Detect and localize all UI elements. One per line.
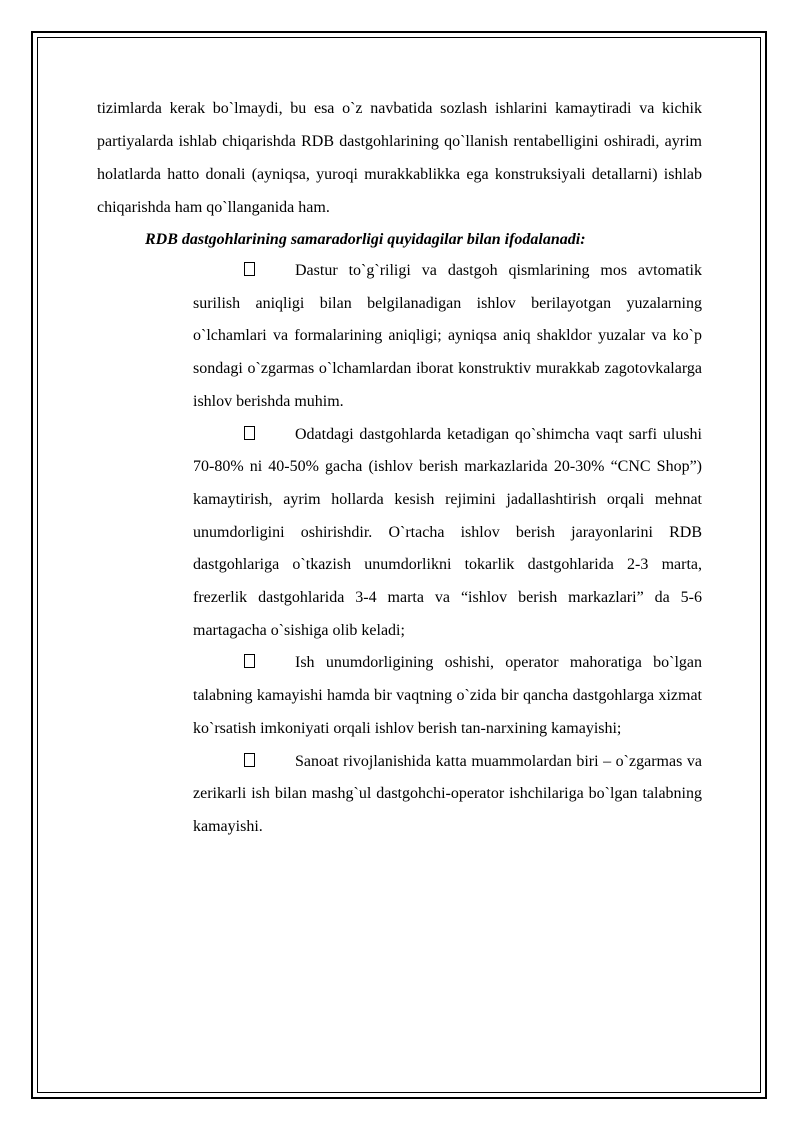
bullet-text: Odatdagi dastgohlarda ketadigan qo`shimcha vaqt sarfi ulushi 70-80% ni 40-50% gacha (ishlov berish markazlarida 20-30% “CNC Shop”) kamaytirish, ayrim hollarda kesish rejimini jadallashtirish orqali mehnat unumdorligini oshirishdir. O`rtacha ishlov berish jarayonlarini RDB dastgohlariga o`tkazish unumdorlikni tokarlik dastgohlarida 2-3 marta, frezerlik dastgohlarida 3-4 marta va “ishlov berish markazlari” da 5-6 martagacha o`sishiga olib keladi; [193, 425, 702, 639]
bullet-item-productivity [193, 419, 702, 648]
intro-paragraph: tizimlarda kerak bo`lmaydi, bu esa o`z navbatida sozlash ishlarini kamaytiradi va kichik partiyalarda ishlab chiqarishda RDB dastgohlarining qo`llanish rentabelligini oshiradi, ayrim holatlarda hatto donali (ayniqsa, yuroqi murakkablikka ega konstruksiyali detallarni) ishlab chiqarishda ham qo`llanganida ham. [97, 100, 702, 216]
bullet-item-workers [193, 746, 702, 844]
bullet-text: Ish unumdorligining oshishi, operator mahoratiga bo`lgan talabning kamayishi hamda bir vaqtning o`zida bir qancha dastgohlarga xizmat ko`rsatish imkoniyati orqali ishlov berish tan-narxining kamayishi; [193, 654, 702, 737]
bullet-item-accuracy [193, 255, 702, 419]
bullet-box-icon [244, 426, 255, 440]
section-heading: RDB dastgohlarining samaradorligi quyidagilar bilan ifodalanadi: [145, 231, 586, 248]
bullet-box-icon [244, 262, 255, 276]
bullet-box-icon [244, 654, 255, 668]
bullet-text: Dastur to`g`riligi va dastgoh qismlarining mos avtomatik surilish aniqligi bilan belgilanadigan ishlov berilayotgan yuzalarning o`lchamlari va formalarining aniqligi; ayniqsa aniq shakldor yuzalar va ko`p sondagi o`zgarmas o`lchamlardan iborat konstruktiv murakkab zagotovkalarga ishlov berishda muhim. [193, 262, 702, 410]
bullet-text: Sanoat rivojlanishida katta muammolardan biri – o`zgarmas va zerikarli ish bilan mashg`ul dastgohchi-operator ishchilariga bo`lgan talabning kamayishi. [193, 752, 702, 835]
bullet-box-icon [244, 753, 255, 767]
bullet-item-cost [193, 647, 702, 745]
page-content [97, 92, 702, 844]
